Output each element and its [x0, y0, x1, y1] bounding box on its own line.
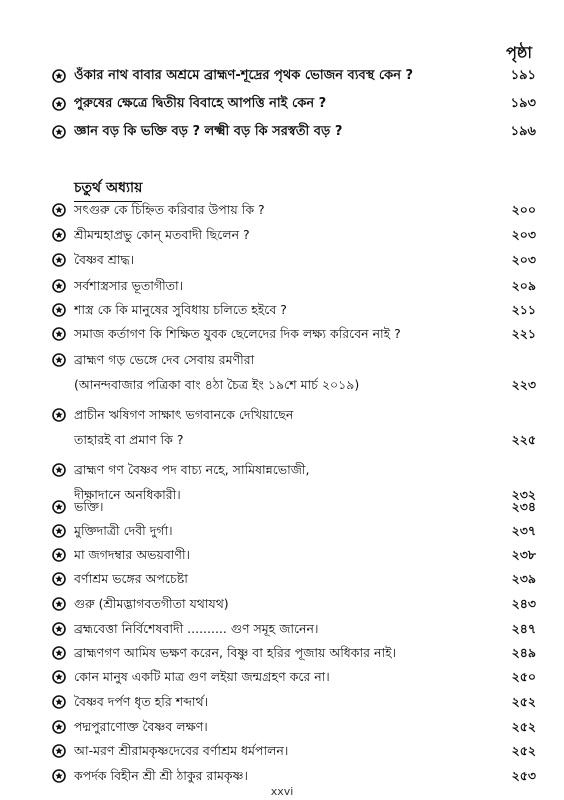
toc-entry: [74, 643, 536, 662]
entry-title-line-1: সৎগুরু কে চিহ্নিত করিবার উপায় কি ?: [74, 202, 265, 217]
entry-title-line-1: সর্বশাস্ত্রসার ভূতাগীতা।: [74, 278, 184, 293]
toc-entry: [74, 200, 536, 219]
entry-title-line-1: সমাজ কর্তাগণ কি শিক্ষিত যুবক ছেলেদের দিক লক্ষ্য করিবেন নাই ?: [74, 326, 401, 341]
entry-title: [74, 619, 476, 638]
entry-page: ২২৫: [511, 432, 536, 447]
entry-page: ২৪৯: [511, 645, 536, 660]
entry-title: [74, 594, 476, 613]
toc-entry: [74, 569, 536, 588]
toc-entry: [74, 122, 536, 141]
entry-title-line-1: শ্রীমন্মহাপ্রভু কোন্ মতবাদী ছিলেন ?: [74, 227, 250, 242]
entry-title: [74, 497, 476, 516]
entry-page: ১৯৬: [510, 124, 536, 139]
star-bullet-icon: [52, 303, 66, 317]
entry-page: ২৪৩: [511, 596, 536, 611]
star-bullet-icon: [52, 228, 66, 242]
entry-page: ২৫২: [511, 694, 536, 709]
entry-title: [74, 717, 476, 736]
entry-page: ২৩৯: [511, 571, 536, 586]
entry-title-line-1: মুক্তিদাত্রী দেবী দুর্গা।: [74, 523, 173, 538]
entry-title-line-1: কোন মানুষ একটি মাত্র গুণ লইয়া জন্মগ্রহণ করে না।: [74, 669, 330, 684]
star-bullet-icon: [52, 69, 66, 83]
entry-title-line-1: ভক্তি।: [74, 499, 104, 514]
star-bullet-icon: [52, 695, 66, 709]
entry-title: [74, 643, 476, 662]
toc-entry: [74, 225, 536, 244]
entry-title-line-1: বৈষ্ণব দর্পণ ধৃত হরি শব্দার্থ।: [74, 694, 209, 709]
star-bullet-icon: [52, 500, 66, 514]
star-bullet-icon: [52, 769, 66, 783]
toc-entry: [74, 594, 536, 613]
toc-entry: [74, 497, 536, 516]
entry-title: জ্ঞান বড় কি ভক্তি বড় ? লক্ষ্মী বড় কি সরস্বতী বড় ?: [74, 124, 343, 139]
star-bullet-icon: [52, 646, 66, 660]
star-bullet-icon: [52, 548, 66, 562]
toc-entry: [74, 66, 536, 85]
star-bullet-icon: [52, 408, 66, 422]
entry-title-line-1: ব্রাহ্মণ গণ বৈষ্ণব পদ বাচ্য নহে, সামিষান্নভোজী,: [74, 462, 310, 477]
entry-page: ২২৩: [511, 377, 536, 392]
toc-entry: [74, 300, 536, 319]
entry-title-line-1: কপর্দক বিহীন শ্রী শ্রী ঠাকুর রামকৃষ্ণ।: [74, 768, 248, 783]
entry-title: [74, 276, 476, 295]
toc-entry: [74, 717, 536, 736]
toc-entry: [74, 545, 536, 564]
entry-page: ২৩২: [511, 487, 536, 502]
star-bullet-icon: [52, 524, 66, 538]
toc-entry: [74, 692, 536, 711]
star-bullet-icon: [52, 572, 66, 586]
entry-title-line-1: মা জগদম্বার অভয়বাণী।: [74, 547, 191, 562]
star-bullet-icon: [52, 97, 66, 111]
star-bullet-icon: [52, 125, 66, 139]
entry-title-line-1: গুরু (শ্রীমদ্ভাগবতগীতা যথাযথ): [74, 596, 229, 611]
entry-page: ২১১: [511, 302, 536, 317]
entry-page: ২৫০: [511, 669, 536, 684]
toc-entry: [74, 324, 536, 343]
entry-title-line-1: আ-মরণ শ্রীরামকৃষ্ণদেবের বর্ণাশ্রম ধর্মপালন।: [74, 743, 289, 758]
entry-page: ২৩৪: [511, 499, 536, 514]
entry-title-line-1: বৈষ্ণব শ্রাদ্ধ।: [74, 252, 135, 267]
entry-title-line-1: শাস্ত্র কে কি মানুষের সুবিধায় চলিতে হইবে ?: [74, 302, 287, 317]
star-bullet-icon: [52, 622, 66, 636]
entry-title: [74, 300, 476, 319]
entry-title: [74, 521, 476, 540]
star-bullet-icon: [52, 463, 66, 477]
entry-page: ২২১: [511, 326, 536, 341]
star-bullet-icon: [52, 353, 66, 367]
entry-title-line-1: ব্রাহ্মণগণ আমিষ ভক্ষণ করেন, বিষ্ণু বা হরির পূজায় অধিকার নাই।: [74, 645, 397, 660]
entry-title: [74, 200, 476, 219]
entry-title: [74, 741, 476, 760]
toc-entry: [74, 766, 536, 785]
toc-entry: [74, 619, 536, 638]
toc-entry: [74, 276, 536, 295]
entry-title-line-2: (আনন্দবাজার পত্রিকা বাং ৪ঠা চৈত্র ইং ১৯শে মার্চ ২০১৯): [74, 377, 360, 392]
chapter-heading: চতুর্থ অধ্যায়: [74, 176, 142, 202]
entry-title: [74, 324, 476, 343]
toc-entry: [74, 250, 536, 269]
star-bullet-icon: [52, 670, 66, 684]
star-bullet-icon: [52, 279, 66, 293]
star-bullet-icon: [52, 597, 66, 611]
entry-title-line-1: ব্রহ্মবেত্তা নির্বিশেষবাদী .......... গুণ সমূহ জানেন।: [74, 621, 319, 636]
entry-title-line-2: দীক্ষাদানে অনধিকারী।: [74, 487, 181, 502]
entry-page: ২৫২: [511, 743, 536, 758]
entry-title: [74, 350, 476, 394]
entry-title: [74, 569, 476, 588]
star-bullet-icon: [52, 253, 66, 267]
toc-entry: [74, 405, 536, 449]
page-number: xxvi: [270, 785, 294, 798]
toc-entry: [74, 521, 536, 540]
entry-title: [74, 766, 476, 785]
entry-title: [74, 250, 476, 269]
star-bullet-icon: [52, 720, 66, 734]
entry-page: ২৫৩: [511, 768, 536, 783]
entry-title: ওঁকার নাথ বাবার অশ্রমে ব্রাহ্মণ-শূদ্রের পৃথক ভোজন ব্যবস্থ কেন ?: [74, 68, 414, 83]
entry-title: [74, 545, 476, 564]
entry-page: ২৩৭: [511, 523, 536, 538]
star-bullet-icon: [52, 327, 66, 341]
entry-page: ১৯৩: [510, 96, 536, 111]
entry-title: পুরুষের ক্ষেত্রে দ্বিতীয় বিবাহে আপত্তি নাই কেন ?: [74, 96, 327, 111]
entry-title: [74, 225, 476, 244]
entry-page: ২৪৭: [511, 621, 536, 636]
entry-title: [74, 667, 476, 686]
toc-entry: [74, 350, 536, 394]
entry-page: ২৩৮: [511, 547, 536, 562]
entry-title: [74, 692, 476, 711]
entry-title-line-2: তাহারই বা প্রমাণ কি ?: [74, 432, 184, 447]
toc-entry: [74, 94, 536, 113]
entry-title-line-1: ব্রাহ্মণ গড় ভেঙ্গে দেব সেবায় রমণীরা: [74, 352, 255, 367]
entry-page: ২০৩: [511, 227, 536, 242]
toc-entry: [74, 667, 536, 686]
entry-page: ২০০: [511, 202, 536, 217]
entry-page: ২০৯: [511, 278, 536, 293]
entry-title-line-1: পদ্মপুরাণোক্ত বৈষ্ণব লক্ষণ।: [74, 719, 208, 734]
entry-page: ১৯১: [510, 68, 536, 83]
star-bullet-icon: [52, 203, 66, 217]
entry-title: [74, 405, 476, 449]
toc-entry: [74, 741, 536, 760]
entry-title-line-1: প্রাচীন ঋষিগণ সাক্ষাৎ ভগবানকে দেখিয়াছেন: [74, 407, 294, 422]
star-bullet-icon: [52, 744, 66, 758]
entry-title-line-1: বর্ণাশ্রম ভঙ্গের অপচেষ্টা: [74, 571, 188, 586]
entry-page: ২৫২: [511, 719, 536, 734]
page-column-heading: পৃষ্ঠা: [506, 43, 532, 62]
entry-page: ২০৩: [511, 252, 536, 267]
